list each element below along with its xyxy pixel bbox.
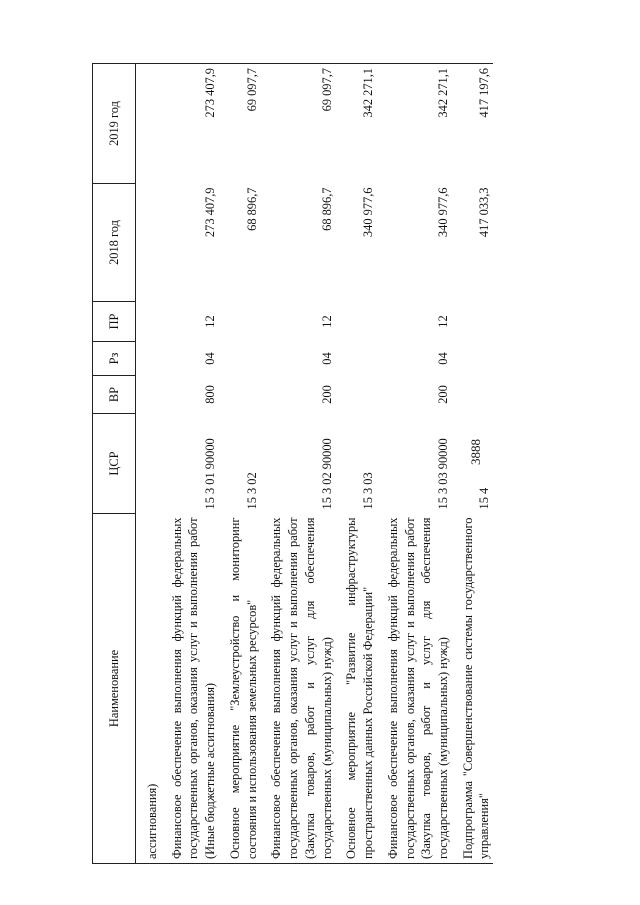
row-name: Финансовое обеспечение выполнения функций федеральных государственных органов, оказания услуг и выполнения работ (Иные бюджетные ассигнования) bbox=[161, 514, 219, 864]
row-rz: 04 bbox=[319, 352, 334, 365]
row-2018: 68 896,7 bbox=[319, 187, 334, 231]
row-pr bbox=[219, 302, 260, 342]
table-row bbox=[136, 64, 161, 864]
row-2019: 342 271,1 bbox=[377, 64, 452, 184]
row-2019: 417 197,6 bbox=[452, 64, 493, 184]
row-vr bbox=[335, 376, 376, 414]
row-csr: 15 4 bbox=[477, 487, 492, 510]
row-pr: 12 bbox=[203, 315, 218, 328]
header-2018: 2018 год bbox=[93, 184, 136, 302]
row-csr: 15 3 03 90000 bbox=[436, 438, 451, 510]
table-header-row bbox=[93, 64, 136, 864]
row-2018: 340 977,6 bbox=[436, 187, 451, 238]
row-vr bbox=[452, 376, 493, 414]
row-2018 bbox=[136, 184, 161, 302]
row-csr: 15 3 03 bbox=[361, 472, 376, 510]
row-csr bbox=[136, 414, 161, 514]
rotated-page-content bbox=[92, 64, 562, 864]
row-vr bbox=[219, 376, 260, 414]
row-2019: 69 097,7 bbox=[260, 64, 335, 184]
header-pr: ПР bbox=[93, 302, 136, 342]
header-name: Наименование bbox=[93, 514, 136, 864]
row-name: Финансовое обеспечение выполнения функций федеральных государственных органов, оказания услуг и выполнения работ (Закупка товаров, работ и услуг для обеспечения государственных (муниципальных) нужд) bbox=[260, 514, 335, 864]
table-row bbox=[260, 64, 335, 864]
row-2019: 342 271,1 bbox=[335, 64, 376, 184]
table-row bbox=[377, 64, 452, 864]
row-pr bbox=[136, 302, 161, 342]
header-vr: ВР bbox=[93, 376, 136, 414]
row-2018: 273 407,9 bbox=[203, 187, 218, 238]
table-row bbox=[335, 64, 376, 864]
row-2018: 68 896,7 bbox=[244, 187, 259, 231]
table-row bbox=[161, 64, 219, 864]
row-rz: 04 bbox=[203, 352, 218, 365]
page-number: 3888 bbox=[468, 439, 483, 465]
row-vr bbox=[136, 376, 161, 414]
row-rz: 04 bbox=[436, 352, 451, 365]
row-2019 bbox=[136, 64, 161, 184]
row-2019: 273 407,9 bbox=[161, 64, 219, 184]
row-vr: 200 bbox=[436, 385, 451, 404]
row-pr: 12 bbox=[436, 315, 451, 328]
row-2018: 417 033,3 bbox=[477, 187, 492, 238]
table-row bbox=[219, 64, 260, 864]
row-csr: 15 3 01 90000 bbox=[203, 438, 218, 510]
row-pr bbox=[335, 302, 376, 342]
table-row bbox=[452, 64, 493, 864]
row-name: Финансовое обеспечение выполнения функций федеральных государственных органов, оказания услуг и выполнения работ (Закупка товаров, работ и услуг для обеспечения государственных (муниципальных) нужд) bbox=[377, 514, 452, 864]
row-rz bbox=[136, 342, 161, 376]
budget-table bbox=[92, 63, 493, 864]
row-csr: 15 3 02 bbox=[244, 472, 259, 510]
row-name: Подпрограмма "Совершенствование системы государственного управления" bbox=[452, 514, 493, 864]
row-pr bbox=[452, 302, 493, 342]
row-vr: 800 bbox=[203, 385, 218, 404]
row-name: Основное мероприятие "Землеустройство и мониторинг состояния и использования земельных ресурсов" bbox=[219, 514, 260, 864]
row-vr: 200 bbox=[319, 385, 334, 404]
row-rz bbox=[219, 342, 260, 376]
row-rz bbox=[335, 342, 376, 376]
header-rz: Рз bbox=[93, 342, 136, 376]
row-2018: 340 977,6 bbox=[361, 187, 376, 238]
row-csr: 15 3 02 90000 bbox=[319, 438, 334, 510]
header-2019: 2019 год bbox=[93, 64, 136, 184]
row-name: Основное мероприятие "Развитие инфраструктуры пространственных данных Российской Федерации" bbox=[335, 514, 376, 864]
row-2019: 69 097,7 bbox=[219, 64, 260, 184]
header-csr: ЦСР bbox=[93, 414, 136, 514]
row-rz bbox=[452, 342, 493, 376]
row-name: ассигнования) bbox=[136, 514, 161, 864]
row-pr: 12 bbox=[319, 315, 334, 328]
